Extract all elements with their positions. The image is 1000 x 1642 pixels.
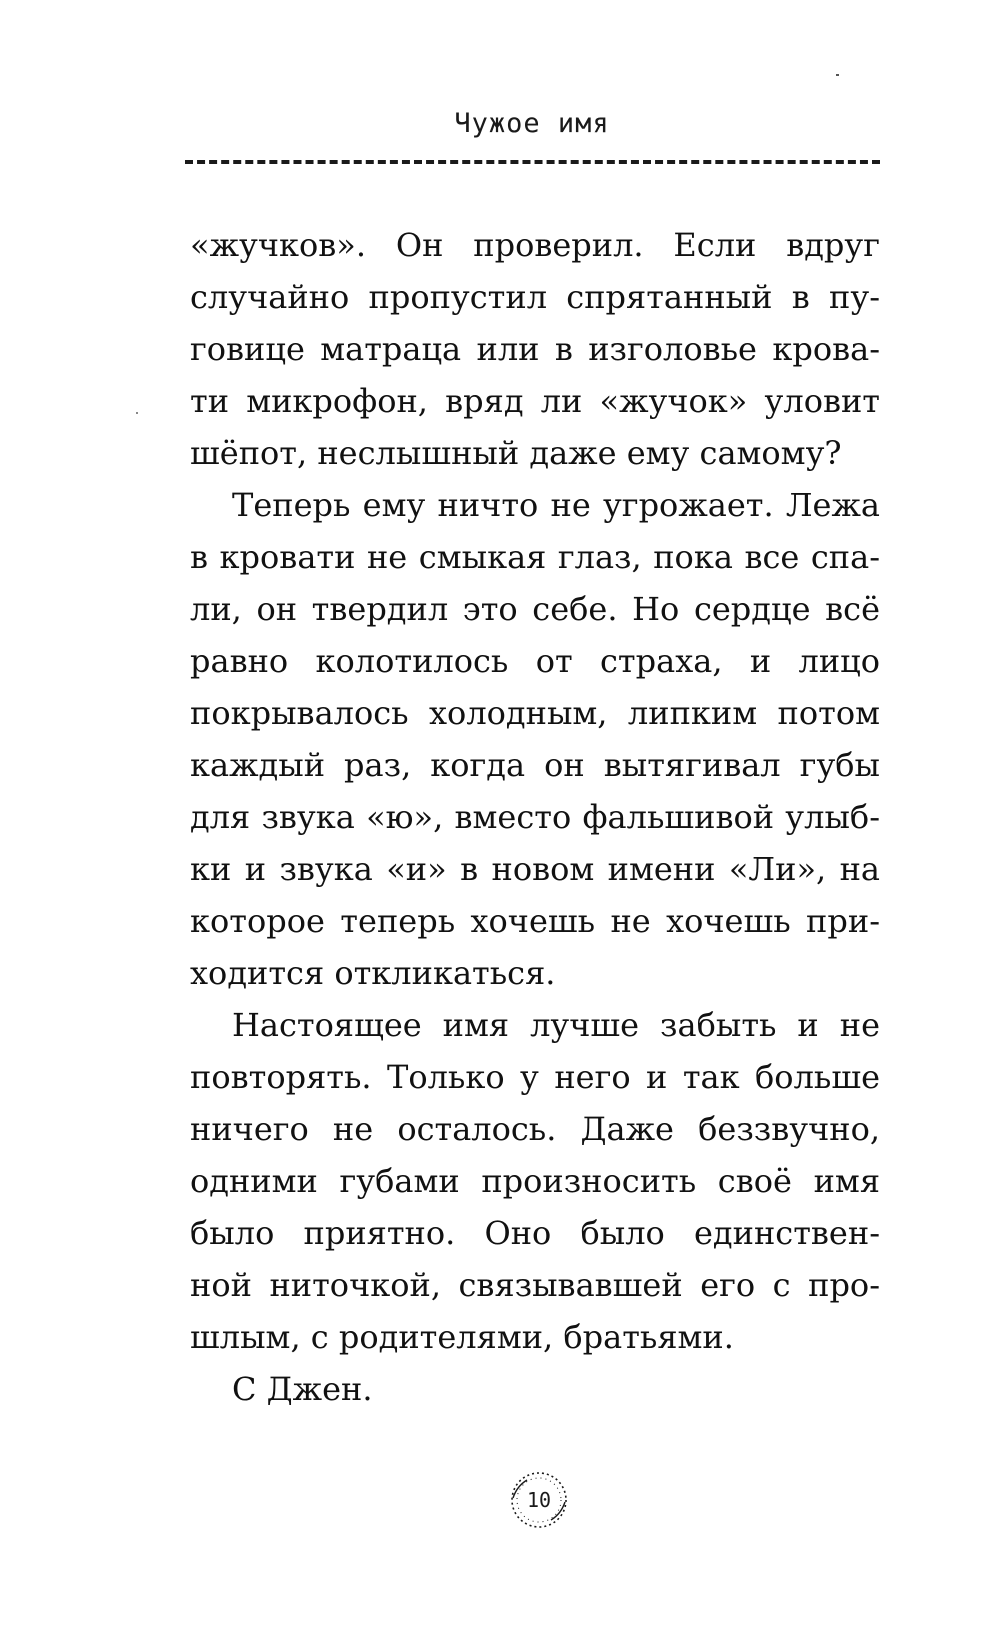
text-line: шёпот, неслышный даже ему самому? (190, 434, 842, 472)
text-line: С Джен. (232, 1370, 373, 1408)
text-line: говице матраца или в изголовье крова- (190, 330, 880, 368)
text-line: «жучков». Он проверил. Если вдруг (190, 226, 880, 264)
text-line: ки и звука «и» в новом имени «Ли», на (190, 850, 880, 888)
text-line: в кровати не смыкая глаз, пока все спа- (190, 538, 880, 576)
page-number: 10 (526, 1488, 552, 1512)
text-line: для звука «ю», вместо фальшивой улыб- (190, 798, 880, 836)
text-line: каждый раз, когда он вытягивал губы (190, 746, 880, 784)
text-line: Теперь ему ничто не угрожает. Лежа (232, 486, 880, 524)
text-line: ли, он твердил это себе. Но сердце всё (190, 590, 880, 628)
text-line: шлым, с родителями, братьями. (190, 1318, 734, 1356)
text-line: равно колотилось от страха, и лицо (190, 642, 880, 680)
text-line: ной ниточкой, связывавшей его с про- (190, 1266, 880, 1304)
text-line: покрывалось холодным, липким потом (190, 694, 880, 732)
scan-speck (136, 412, 138, 414)
running-head-rule (185, 160, 880, 164)
text-line: случайно пропустил спрятанный в пу- (190, 278, 880, 316)
running-head-title: Чужое имя (454, 108, 610, 139)
scan-speck (836, 74, 839, 76)
text-line: одними губами произносить своё имя (190, 1162, 880, 1200)
text-line: которое теперь хочешь не хочешь при- (190, 902, 880, 940)
text-line: ходится откликаться. (190, 954, 556, 992)
text-line: было приятно. Оно было единствен- (190, 1214, 880, 1252)
text-line: ти микрофон, вряд ли «жучок» уловит (190, 382, 880, 420)
body-text (190, 219, 880, 1415)
text-line: Настоящее имя лучше забыть и не (232, 1006, 880, 1044)
text-line: повторять. Только у него и так больше (190, 1058, 880, 1096)
page-number-ornament (507, 1468, 571, 1532)
text-line: ничего не осталось. Даже беззвучно, (190, 1110, 880, 1148)
